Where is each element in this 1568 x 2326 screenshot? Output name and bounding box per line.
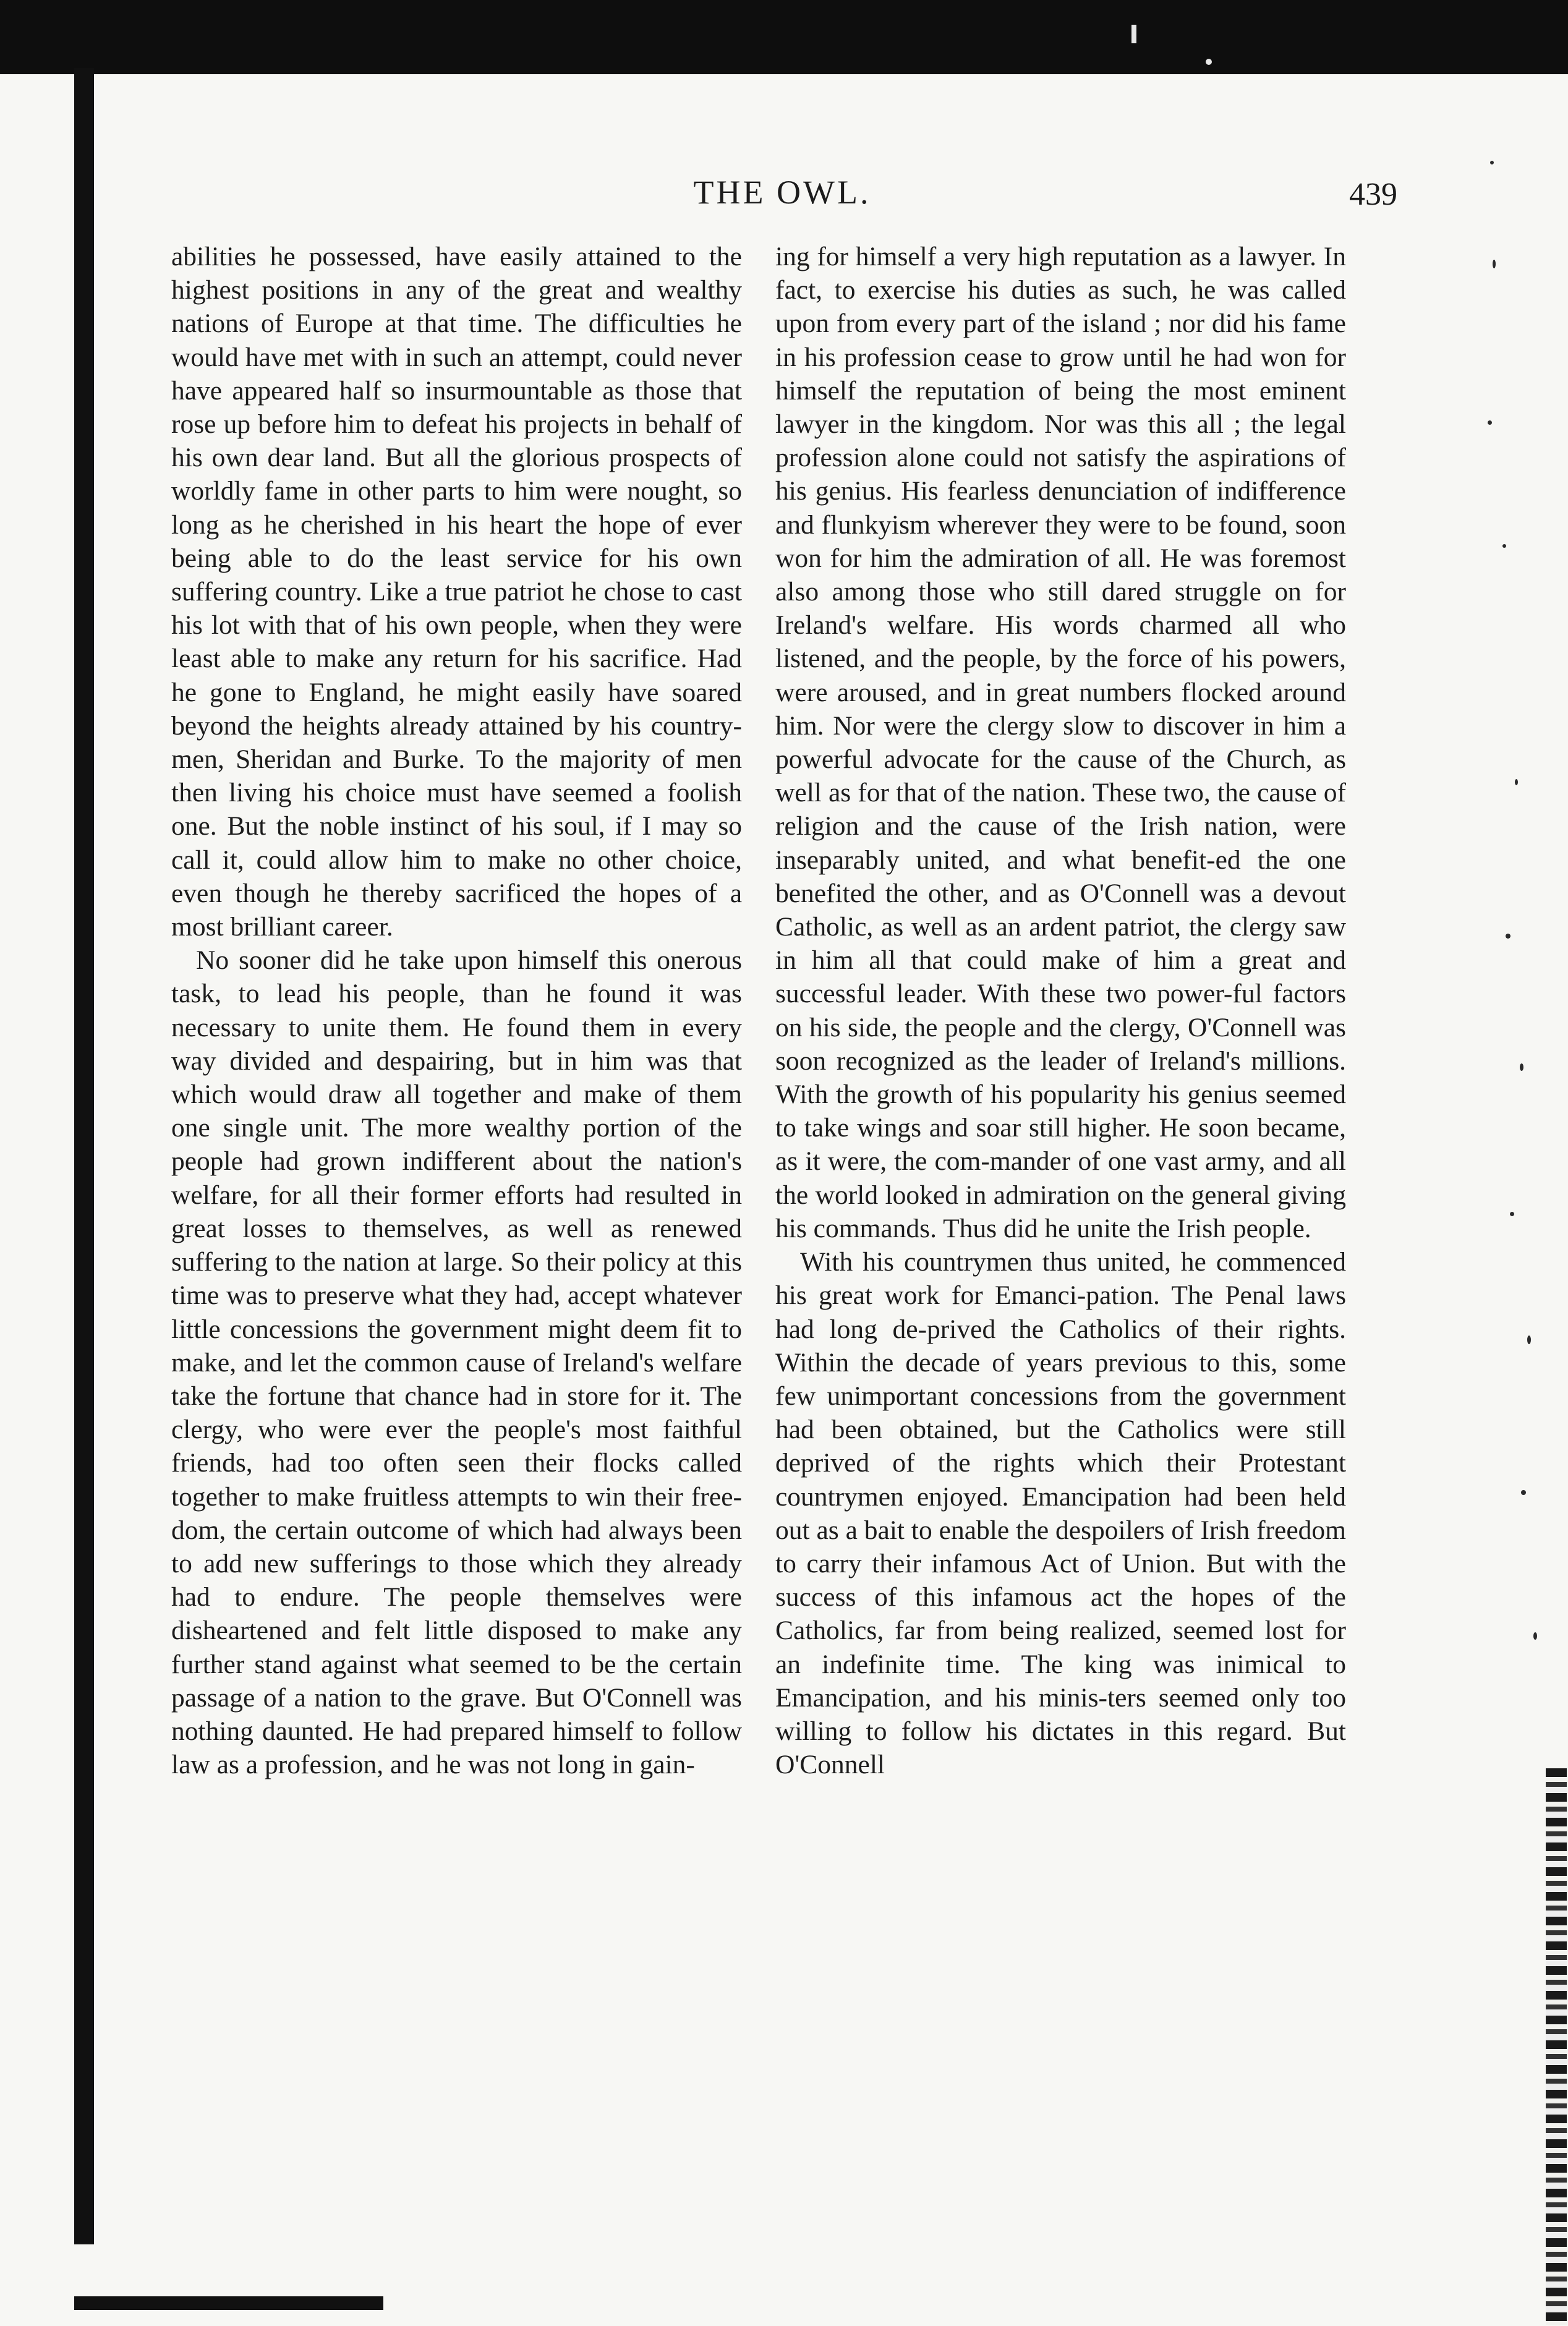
scan-top-border	[0, 0, 1568, 74]
paragraph: abilities he possessed, have easily attained to the highest positions in any of the great and wealthy nations of Europe at that time. The difficulties he would have met with in such an attempt, could never have appeared half so insurmountable as those that rose up before him to defeat his projects in behalf of his own dear land. But all the glorious prospects of worldly fame in other parts to him were nought, so long as he cherished in his heart the hope of ever being able to do the least service for his own suffering country. Like a true patriot he chose to cast his lot with that of his own people, when they were least able to make any return for his sacrifice. Had he gone to England, he might easily have soared beyond the heights already attained by his country-men, Sheridan and Burke. To the majority of men then living his choice must have seemed a foolish one. But the noble instinct of his soul, if I may so call it, could allow him to make no other choice, even though he thereby sacrificed the hopes of a most brilliant career.	[171, 242, 742, 942]
paragraph: With his countrymen thus united, he commenced his great work for Emanci-pation. The Penal laws had long de-prived the Catholics of their rights. Within the decade of years previous to this, some few unimportant concessions from the government had been obtained, but the Catholics were still deprived of the rights which their Protestant countrymen enjoyed. Emancipation had been held out as a bait to enable the despoilers of Irish freedom to carry their infamous Act of Union. But with the success of this infamous act the hopes of the Catholics, far from being realized, seemed lost for an indefinite time. The king was inimical to Emancipation, and his minis-ters seemed only too willing to follow his dictates in this regard. But O'Connell	[775, 1247, 1346, 1780]
paragraph: No sooner did he take upon himself this onerous task, to lead his people, than he found it was necessary to unite them. He found them in every way divided and despairing, but in him was that which would draw all together and make of them one single unit. The more wealthy portion of the people had grown indifferent about the nation's welfare, for all their former efforts had resulted in great losses to themselves, as well as renewed suffering to the nation at large. So their policy at this time was to preserve what they had, accept whatever little concessions the government might deem fit to make, and let the common cause of Ireland's welfare take the fortune that chance had in store for it. The clergy, who were ever the people's most faithful friends, had too often seen their flocks called together to make fruitless attempts to win their free-dom, the certain outcome of which had always been to add new sufferings to those which they already had to endure. The people themselves were disheartened and felt little disposed to make any further stand against what seemed to be the certain passage of a nation to the grave. But O'Connell was nothing daunted. He had prepared himself to follow law as a profession, and he was not long in gain-	[171, 945, 742, 1780]
running-head: THE OWL.	[693, 174, 871, 211]
scan-artifact	[1206, 59, 1212, 65]
scan-speck	[1488, 420, 1492, 425]
scan-speck	[1510, 1212, 1514, 1216]
text-column-right	[775, 240, 1346, 2268]
scan-speck	[1515, 779, 1518, 785]
scan-speck	[1490, 161, 1494, 164]
scan-artifact	[1131, 25, 1136, 43]
text-column-left	[171, 240, 742, 2268]
page-number: 439	[1349, 177, 1397, 212]
paragraph: ing for himself a very high reputation as a lawyer. In fact, to exercise his duties as such, he was called upon from every part of the island ; nor did his fame in his profession cease to grow until he had won for himself the reputation of being the most eminent lawyer in the kingdom. Nor was this all ; the legal profession alone could not satisfy the aspirations of his genius. His fearless denunciation of indifference and flunkyism wherever they were to be found, soon won for him the admiration of all. He was foremost also among those who still dared struggle on for Ireland's welfare. His words charmed all who listened, and the people, by the force of his powers, were aroused, and in great numbers flocked around him. Nor were the clergy slow to discover in him a powerful advocate for the cause of the Church, as well as for that of the nation. These two, the cause of religion and the cause of the Irish nation, were inseparably united, and what benefit-ed the one benefited the other, and as O'Connell was a devout Catholic, as well as an ardent patriot, the clergy saw in him all that could make of him a great and successful leader. With these two power-ful factors on his side, the people and the clergy, O'Connell was soon recognized as the leader of Ireland's millions. With the growth of his popularity his genius seemed to take wings and soar still higher. He soon became, as it were, the com-mander of one vast army, and all the world looked in admiration on the general giving his commands. Thus did he unite the Irish people.	[775, 242, 1346, 1243]
scan-speck	[1502, 544, 1506, 548]
scan-speck	[1506, 934, 1510, 939]
scan-bottom-border	[74, 2296, 383, 2310]
scan-speck	[1521, 1490, 1526, 1495]
scan-speck	[1493, 260, 1496, 268]
scan-left-border	[74, 68, 94, 2244]
scan-speck	[1520, 1063, 1523, 1071]
scan-speck	[1527, 1336, 1531, 1344]
scan-speck	[1533, 1632, 1537, 1640]
scan-right-edge-artifacts	[1478, 99, 1568, 2325]
scan-binding-edge	[1546, 1768, 1567, 2325]
